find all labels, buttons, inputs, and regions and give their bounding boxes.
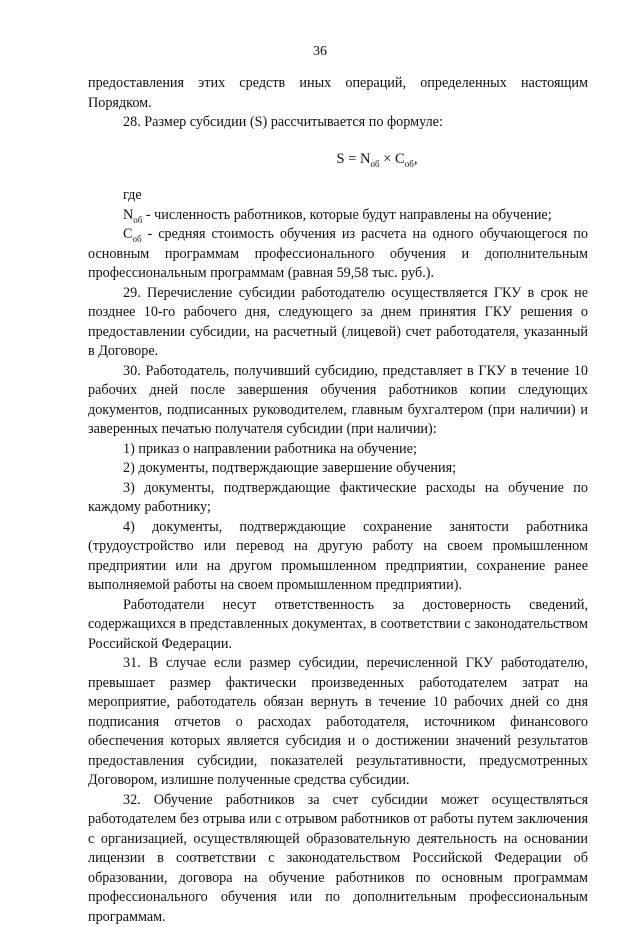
formula-sub-n: об (371, 158, 380, 168)
where-label: где (88, 186, 588, 206)
page-number: 36 (0, 44, 640, 60)
definition-n-text: - численность работников, которые будут направлены на обучение; (142, 207, 551, 223)
list-item-4: 4) документы, подтверждающие сохранение занятости работника (трудоустройство или перевод на другую работу на своем промышленном предприятии или на другом промышленном предприятии, сохранение ранее выполняемой работы на своем промышленном предприятии). (88, 518, 588, 596)
symbol-n-sub: об (133, 214, 142, 224)
formula-lhs: S = N (337, 151, 371, 167)
formula-mid: × C (380, 151, 405, 167)
symbol-n: N (123, 207, 133, 223)
subsidy-formula (166, 150, 588, 170)
paragraph-28: 28. Размер субсидии (S) рассчитывается по формуле: (88, 113, 588, 133)
formula-end: , (414, 151, 418, 167)
paragraph-29: 29. Перечисление субсидии работодателю осуществляется ГКУ в срок не позднее 10-го рабочего дня, следующего за днем принятия ГКУ решения о предоставлении субсидии, на расчетный (лицевой) счет работодателя, указанный в Договоре. (88, 284, 588, 362)
paragraph-30: 30. Работодатель, получивший субсидию, представляет в ГКУ в течение 10 рабочих дней после завершения обучения работников копии следующих документов, подписанных руководителем, главным бухгалтером (при наличии) и заверенных печатью получателя субсидии (при наличии): (88, 362, 588, 440)
paragraph-continuation: предоставления этих средств иных операций, определенных настоящим Порядком. (88, 74, 588, 113)
symbol-c-sub: об (132, 234, 141, 244)
document-body (88, 74, 588, 927)
list-item-2: 2) документы, подтверждающие завершение обучения; (88, 459, 588, 479)
paragraph-31: 31. В случае если размер субсидии, перечисленной ГКУ работодателю, превышает размер фактически произведенных работодателем затрат на мероприятие, работодатель обязан вернуть в течение 10 рабочих дней со дня подписания отчетов о расходах работодателя, источником финансового обеспечения которых является субсидия и о достижении значений результатов предоставления субсидии, показателей результативности, предусмотренных Договором, излишне полученные средства субсидии. (88, 654, 588, 791)
paragraph-32: 32. Обучение работников за счет субсидии может осуществляться работодателем без отрыва или с отрывом работников от работы путем заключения с организацией, осуществляющей образовательную деятельность на основании лицензии в соответствии с законодательством Российской Федерации об образовании, договора на обучение работников по основным программам профессионального обучения или по дополнительным профессиональным программам. (88, 791, 588, 927)
definition-n (88, 206, 588, 226)
list-item-1: 1) приказ о направлении работника на обучение; (88, 440, 588, 460)
symbol-c: С (123, 226, 132, 242)
definition-c-text: - средняя стоимость обучения из расчета на одного обучающегося по основным программам профессионального обучения и дополнительным профессиональным программам (равная 59,58 тыс. руб.). (88, 226, 588, 281)
formula-sub-c: об (405, 158, 414, 168)
list-item-3: 3) документы, подтверждающие фактические расходы на обучение по каждому работнику; (88, 479, 588, 518)
definition-c (88, 225, 588, 284)
responsibility-paragraph: Работодатели несут ответственность за достоверность сведений, содержащихся в представленных документах, в соответствии с законодательством Российской Федерации. (88, 596, 588, 655)
